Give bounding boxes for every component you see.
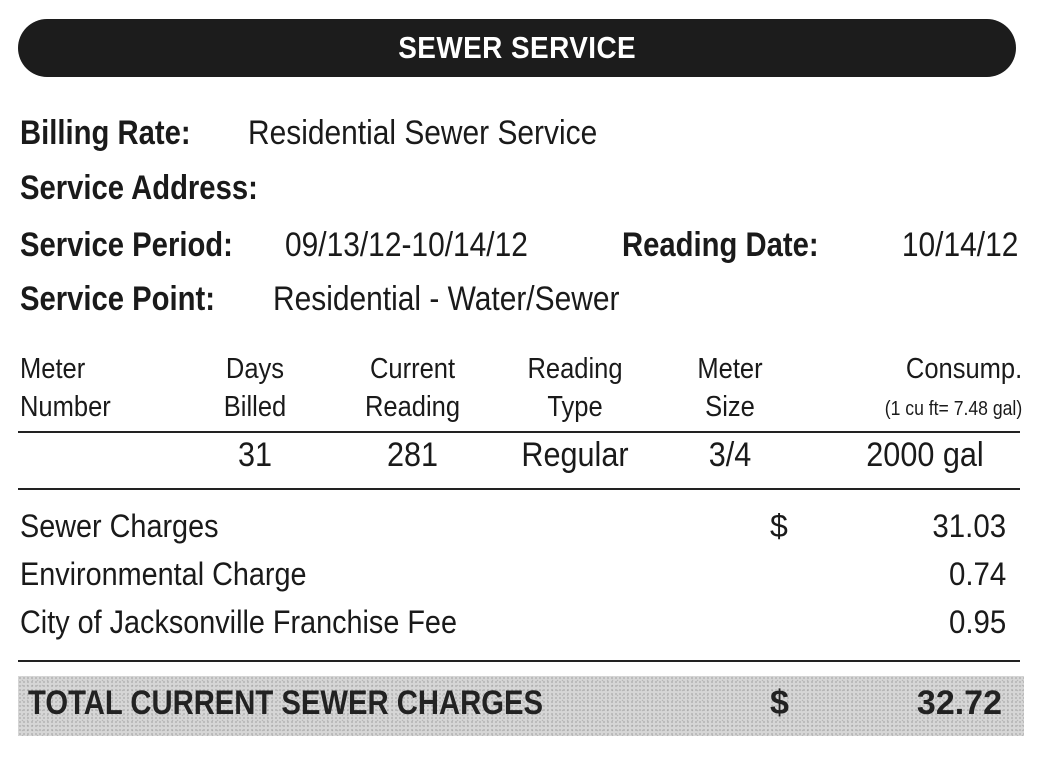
charge-currency-symbol: $ xyxy=(770,508,788,544)
service-address-row xyxy=(20,169,297,208)
header-consumption-label: Consump. xyxy=(905,353,1022,385)
header-days-billed-line1: Days xyxy=(225,353,285,385)
charge-amount-franchise-fee: 0.95 xyxy=(948,604,1006,640)
total-currency-symbol: $ xyxy=(770,684,789,722)
header-meter-size-line2: Size xyxy=(705,391,755,423)
service-point-row xyxy=(20,280,620,319)
reading-date-value: 10/14/12 xyxy=(901,226,1018,264)
total-amount: 32.72 xyxy=(916,684,1002,722)
header-consumption-note: (1 cu ft= 7.48 gal) xyxy=(884,398,1022,420)
header-meter-number-line1: Meter xyxy=(20,353,86,385)
header-meter-number-line2: Number xyxy=(20,391,111,423)
reading-date-label: Reading Date: xyxy=(622,226,819,264)
header-reading-type-line1: Reading xyxy=(527,353,623,385)
service-period-label: Service Period: xyxy=(20,226,233,264)
service-address-label: Service Address: xyxy=(20,169,258,207)
service-point-label: Service Point: xyxy=(20,280,216,318)
header-current-reading xyxy=(349,350,477,426)
cell-reading-type: Regular xyxy=(521,436,629,474)
header-days-billed-line2: Billed xyxy=(223,391,287,423)
section-header xyxy=(18,19,1016,77)
total-label: TOTAL CURRENT SEWER CHARGES xyxy=(28,684,543,722)
cell-meter-size: 3/4 xyxy=(708,436,752,474)
cell-consumption: 2000 gal xyxy=(866,436,984,474)
header-days-billed xyxy=(207,350,304,426)
header-current-reading-line2: Reading xyxy=(364,391,461,423)
service-period-row xyxy=(20,226,528,265)
total-bar xyxy=(18,676,1024,736)
header-meter-size xyxy=(677,350,783,426)
charge-label-franchise-fee: City of Jacksonville Franchise Fee xyxy=(20,604,457,640)
section-title: SEWER SERVICE xyxy=(398,30,636,65)
charges-divider xyxy=(18,660,1020,662)
charge-amount-sewer: 31.03 xyxy=(932,508,1006,544)
table-header-divider xyxy=(18,431,1020,433)
billing-rate-row xyxy=(20,114,598,153)
table-bottom-divider xyxy=(18,488,1020,490)
cell-current-reading: 281 xyxy=(386,436,439,474)
header-current-reading-line1: Current xyxy=(369,353,456,385)
header-meter-number xyxy=(20,350,111,426)
header-consumption xyxy=(885,350,1022,428)
charge-amount-environmental: 0.74 xyxy=(948,556,1006,592)
service-period-value: 09/13/12-10/14/12 xyxy=(285,226,528,264)
header-reading-type-line2: Type xyxy=(547,391,603,423)
header-reading-type xyxy=(509,350,641,426)
billing-rate-label: Billing Rate: xyxy=(20,114,191,152)
header-meter-size-line1: Meter xyxy=(697,353,763,385)
cell-days-billed: 31 xyxy=(237,436,273,474)
charge-label-sewer: Sewer Charges xyxy=(20,508,219,544)
billing-rate-value: Residential Sewer Service xyxy=(248,114,598,152)
service-point-value: Residential - Water/Sewer xyxy=(273,280,620,318)
charge-label-environmental: Environmental Charge xyxy=(20,556,307,592)
